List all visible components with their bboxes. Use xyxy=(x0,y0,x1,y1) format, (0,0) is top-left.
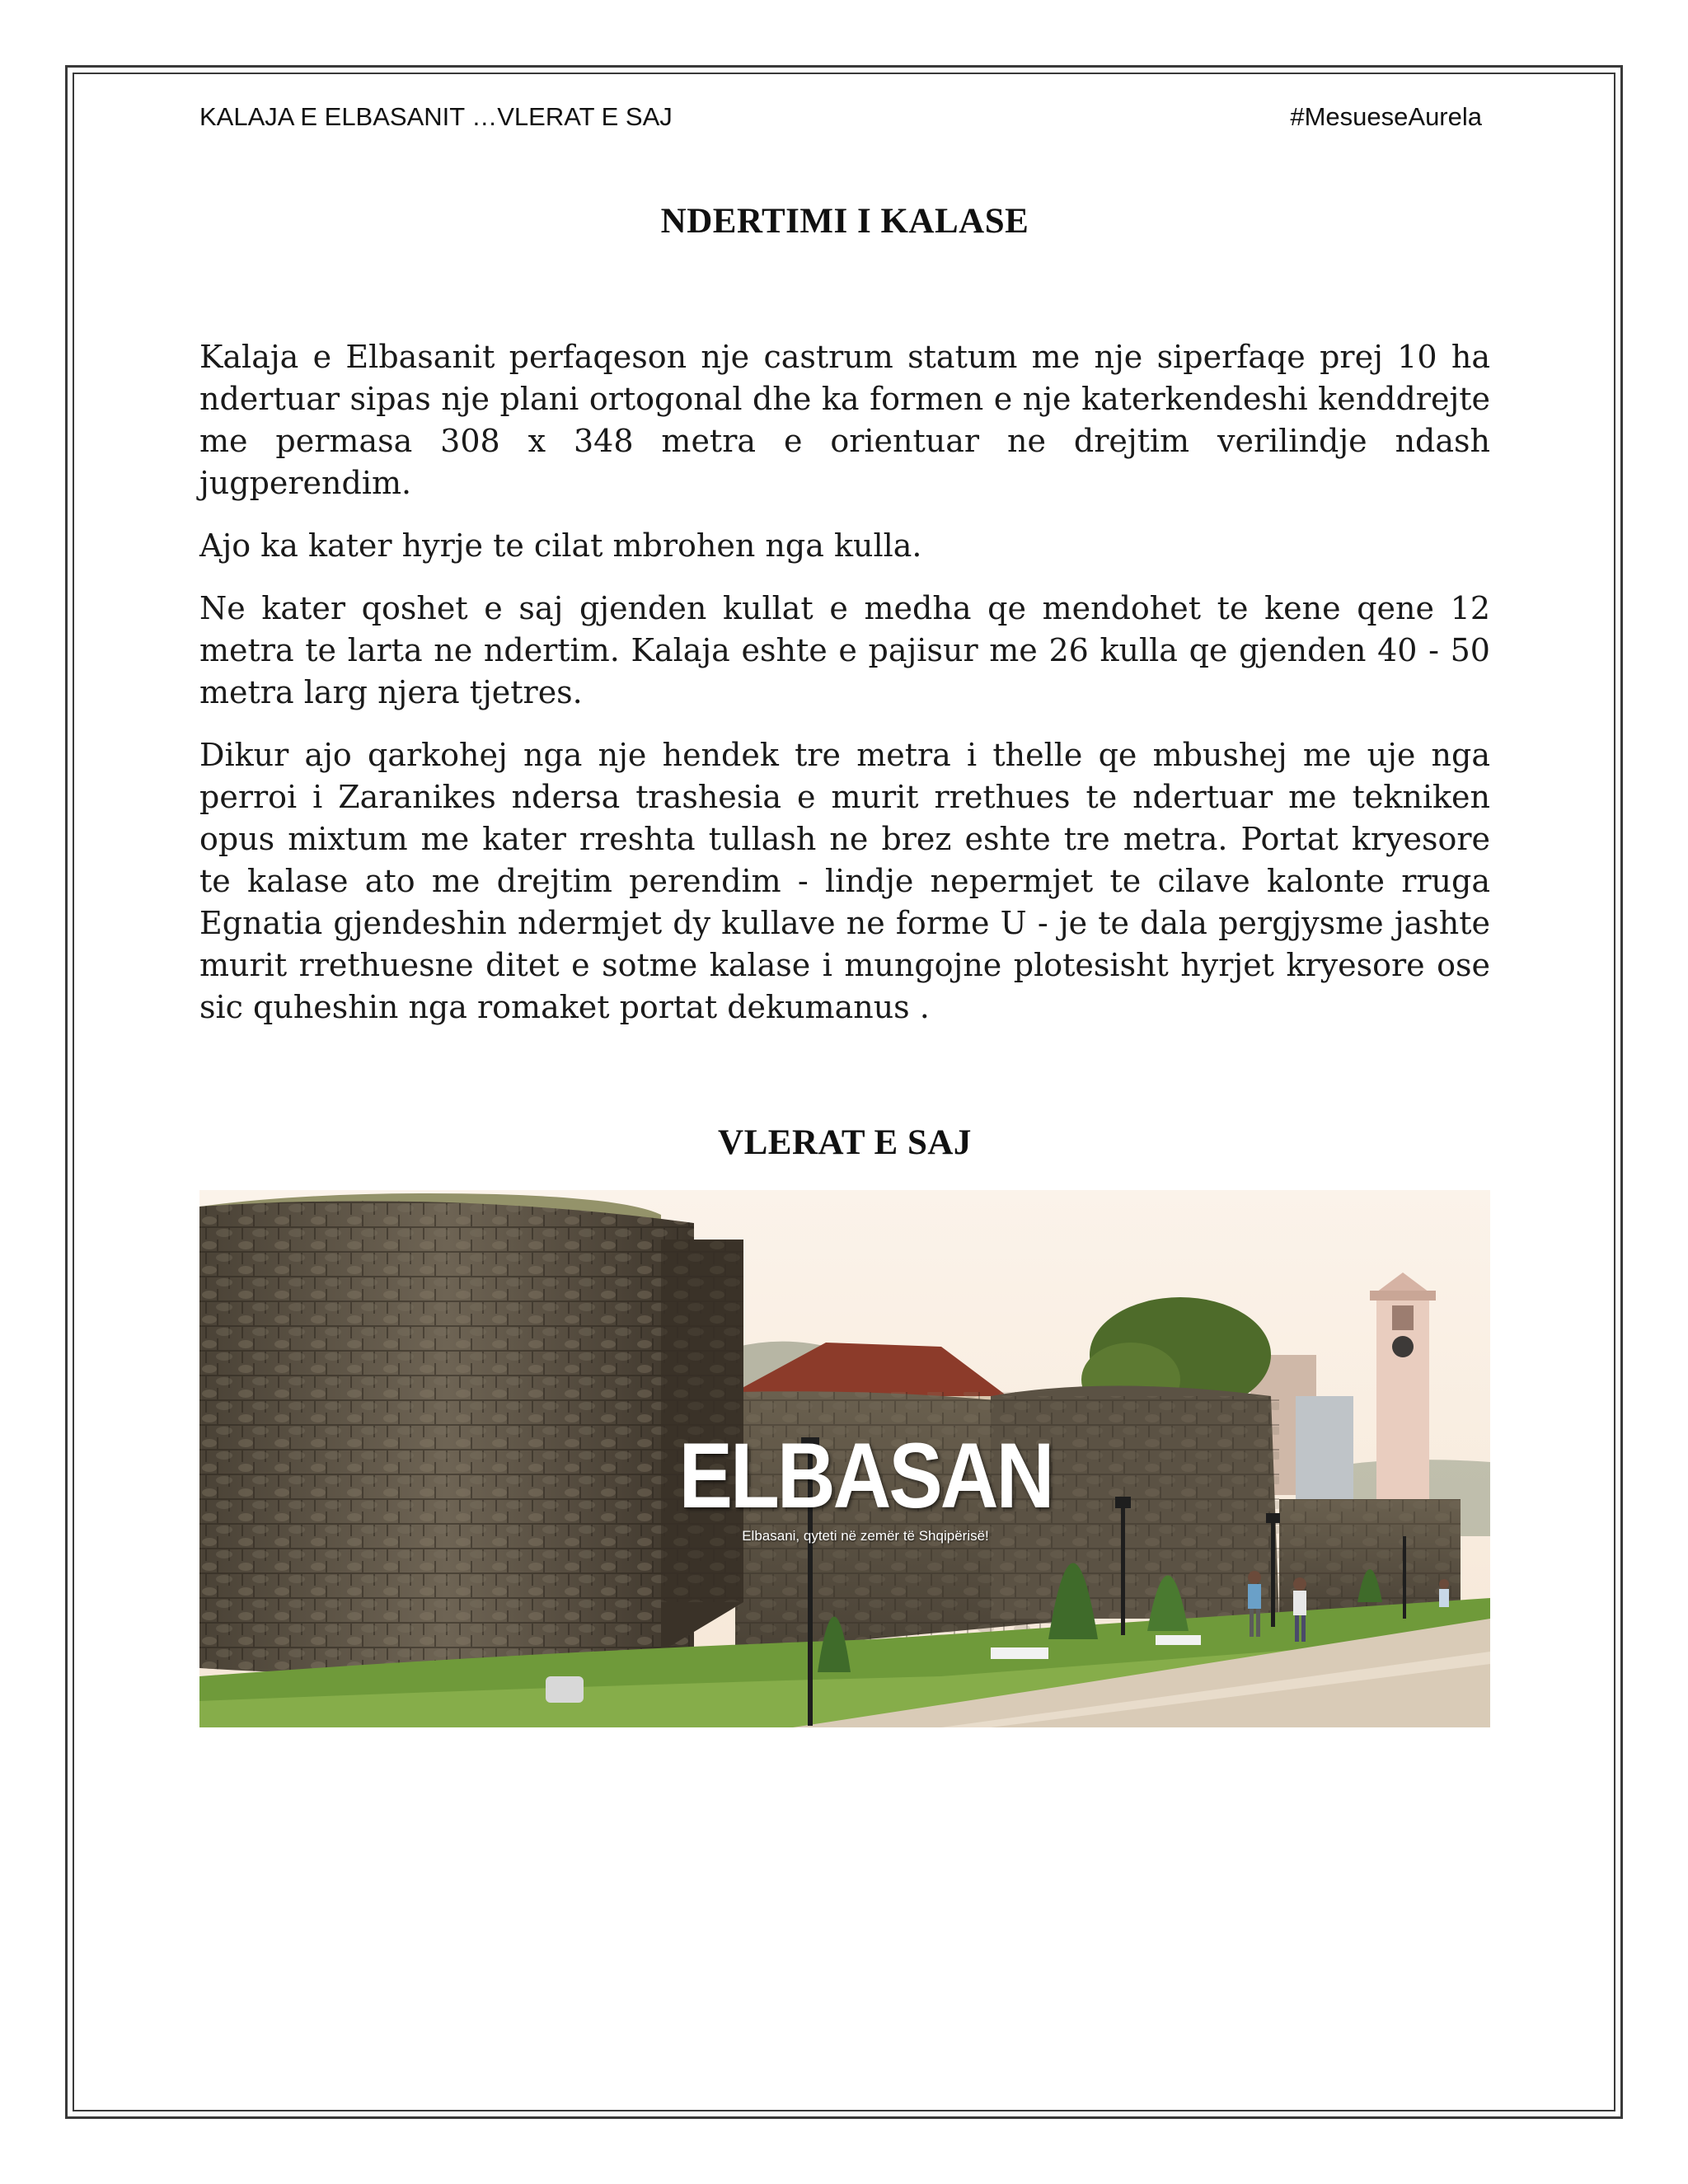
paragraph: Ajo ka kater hyrje te cilat mbrohen nga kulla. xyxy=(199,527,922,564)
running-header-hashtag: #MesueseAurela xyxy=(1290,102,1482,131)
paragraph: Kalaja e Elbasanit perfaqeson nje castrum statum me nje siperfaqe prej 10 ha ndertuar sipas nje plani ortogonal dhe ka formen e nje katerkendeshi kenddrejte me permasa 308 x 348 metra e orientuar ne drejtim verilindje ndash jugperendim. xyxy=(199,339,1490,501)
body-text xyxy=(199,336,1490,1049)
photo-subtitle-text: Elbasani, qyteti në zemër të Shqipërisë! xyxy=(742,1528,989,1544)
section-title-construction: NDERTIMI I KALASE xyxy=(660,202,1029,241)
section-title-values: VLERAT E SAJ xyxy=(718,1123,972,1162)
paragraph: Dikur ajo qarkohej nga nje hendek tre metra i thelle qe mbushej me uje nga perroi i Zaranikes ndersa trashesia e murit rrethues te ndertuar me tekniken opus mixtum me kater rreshta tullash ne brez eshte tre metra. Portat kryesore te kalase ato me drejtim perendim - lindje nepermjet te cilave kalonte rruga Egnatia gjendeshin ndermjet dy kullave ne forme U - je te dala pergjysme jashte murit rrethuesne ditet e sotme kalase i mungojne plotesisht hyrjet kryesore ose sic quheshin nga romaket portat dekumanus . xyxy=(199,737,1490,1025)
paragraph: Ne kater qoshet e saj gjenden kullat e medha qe mendohet te kene qene 12 metra te larta ne ndertim. Kalaja eshte e pajisur me 26 kulla qe gjenden 40 - 50 metra larg njera tjetres. xyxy=(199,590,1490,710)
photo-title-text: ELBASAN xyxy=(678,1422,1053,1528)
running-header-title: KALAJA E ELBASANIT …VLERAT E SAJ xyxy=(199,102,673,131)
castle-photo xyxy=(199,1190,1490,1727)
